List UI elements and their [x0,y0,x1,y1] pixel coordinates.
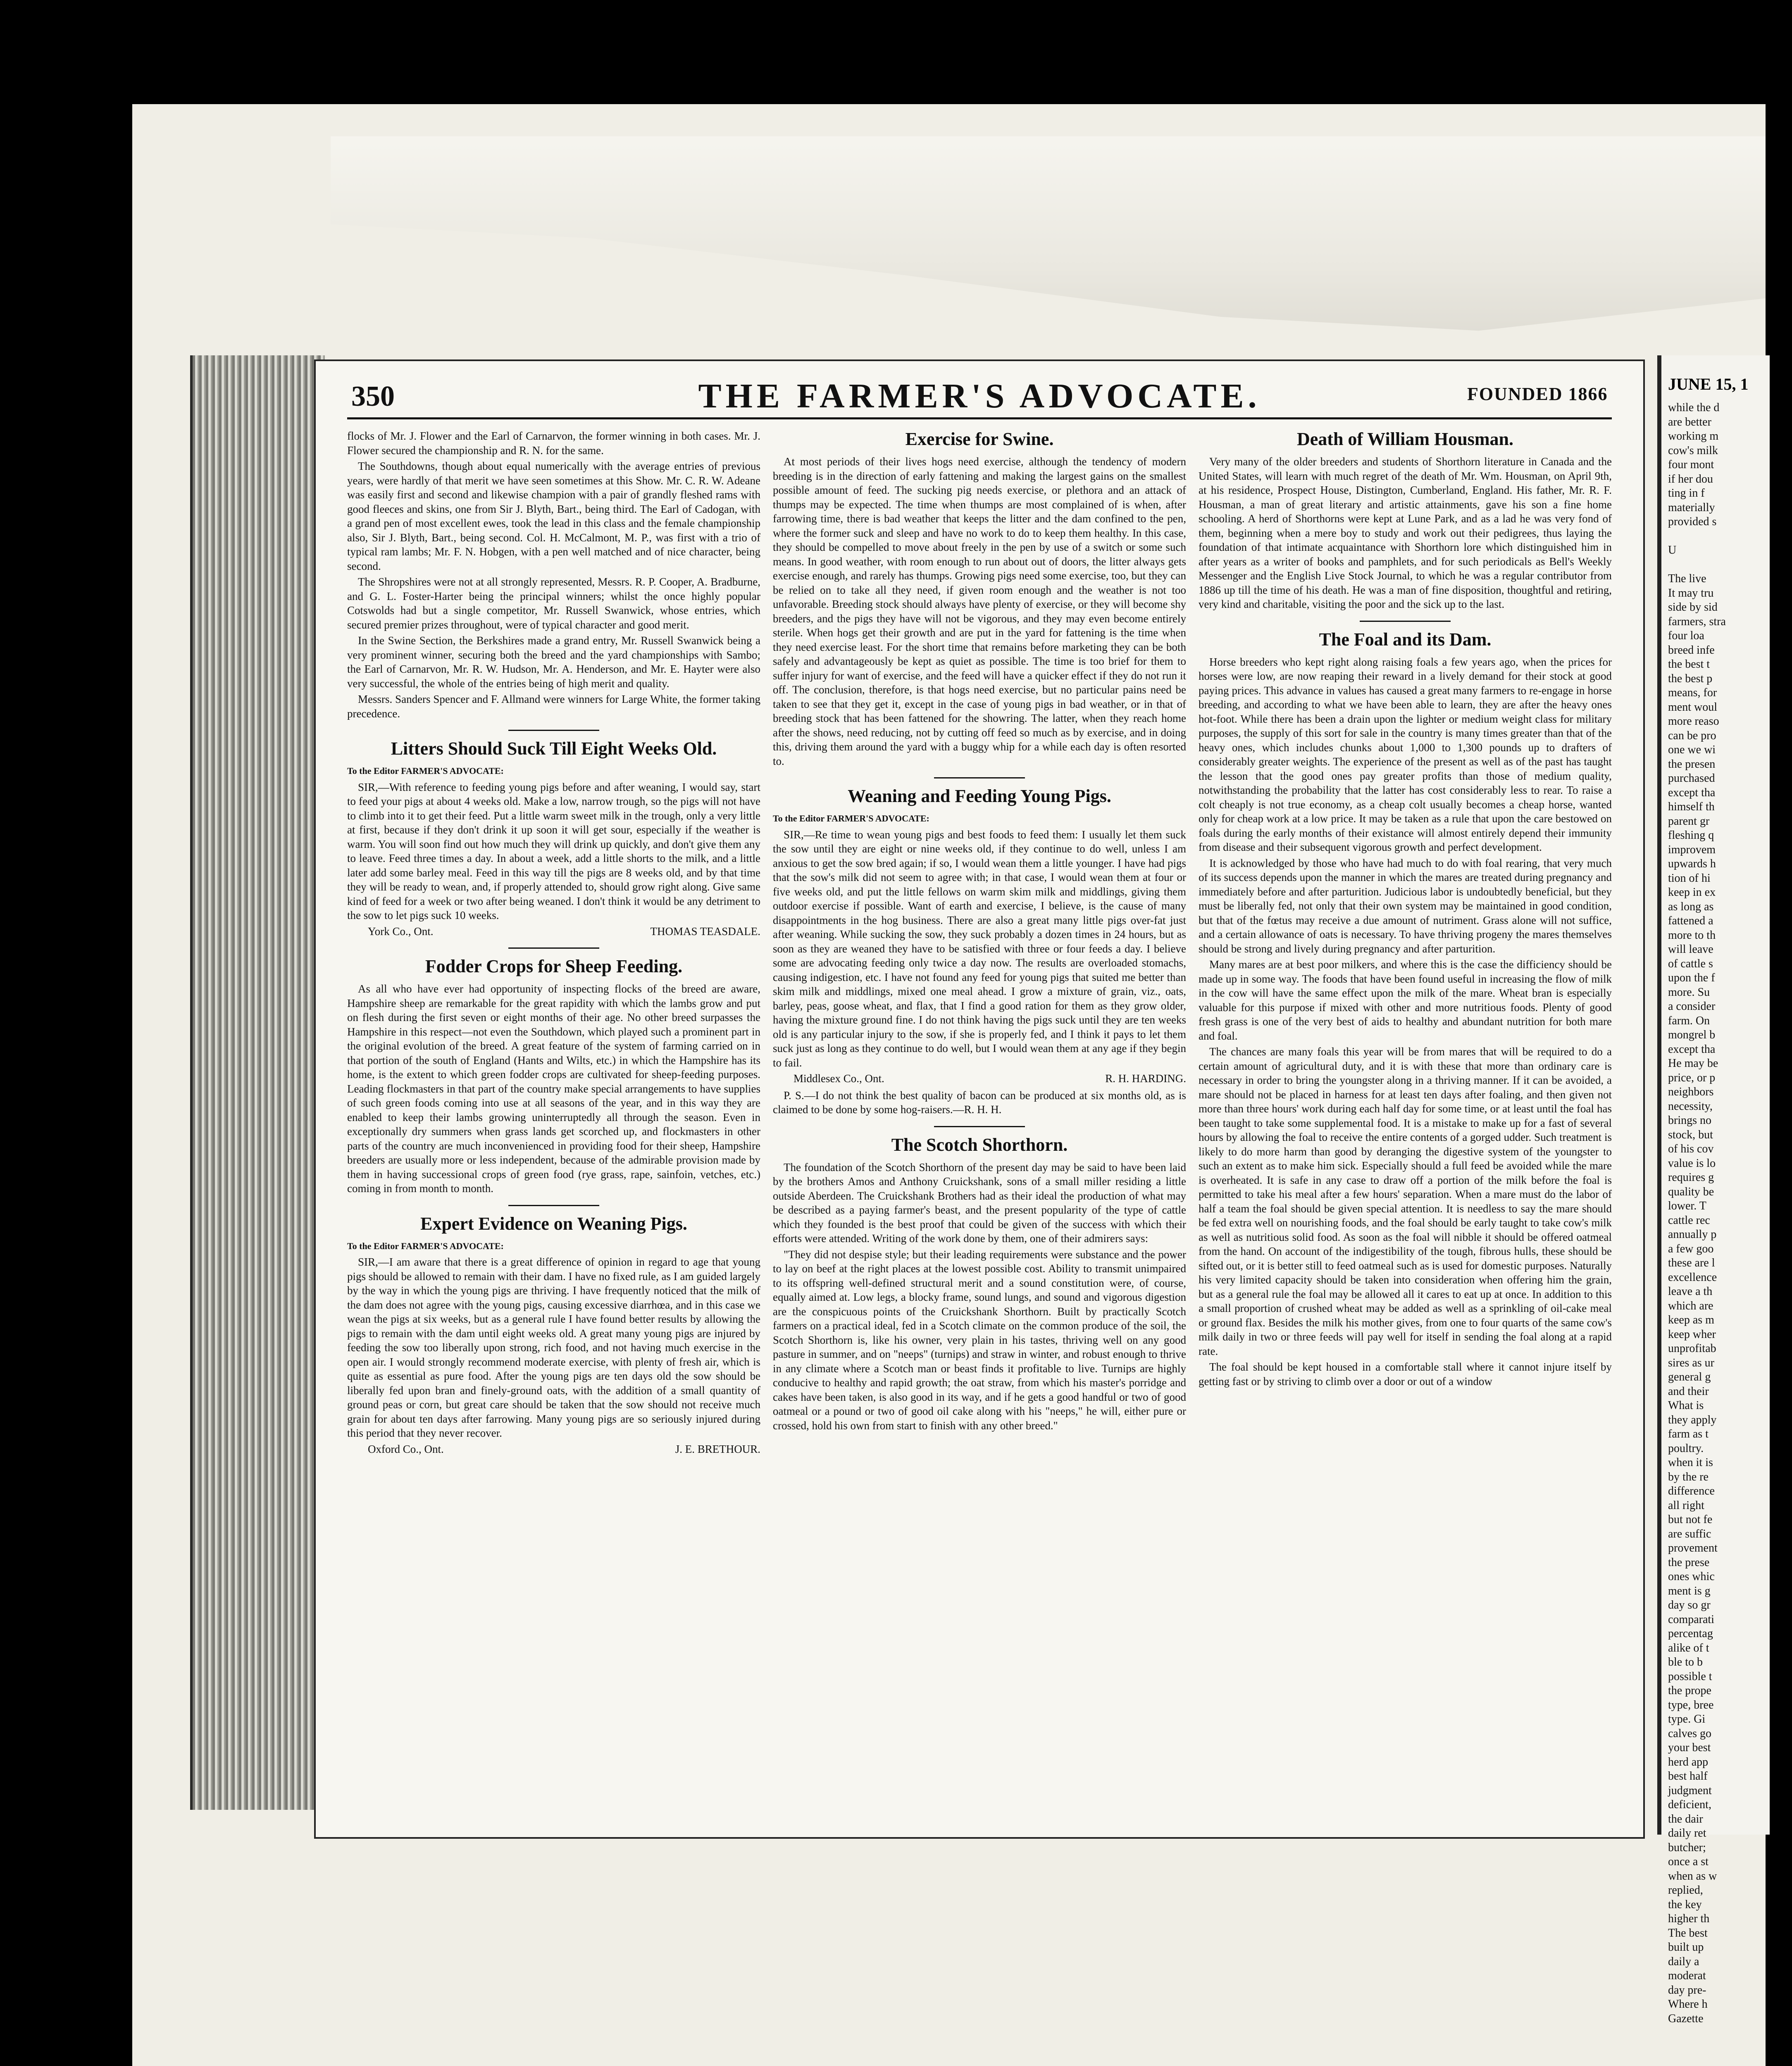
facing-page-header: JUNE 15, 1 [1668,375,1749,393]
signature-name: THOMAS TEASDALE. [650,925,760,938]
facing-page-line: judgment [1668,1784,1712,1797]
facing-page-line: ting in f [1668,487,1705,500]
facing-page-line: deficient, [1668,1798,1711,1811]
facing-page-line: keep in ex [1668,886,1716,899]
facing-page-line: fattened a [1668,914,1713,927]
signature [347,924,760,939]
facing-page-line: and their [1668,1385,1709,1398]
facing-page-line: herd app [1668,1755,1709,1768]
facing-page-line: four mont [1668,458,1714,471]
facing-page-line: upwards h [1668,857,1716,870]
facing-page-line: by the re [1668,1470,1709,1483]
paragraph: The chances are many foals this year will be from mares that will be required to do a certain amount of agricultural duty, and it is with these that more than ordinary care is necessary in order to bring the youngster along in a thriving manner. If it can be avoided, a mare should not be placed in harness for at least ten days after foaling, and then given not more than three hours' work during each half day for some time, or at least until the foal has been taught to take some supplemental food. It is a mistake to make up for a fast of several hours by allowing the foal to receive the entire contents of a gorged udder. Such treatment is likely to do more harm than good by deranging the digestive system of the youngster to such an extent as to make him sick. Especially should a full feed be avoided while the mare is overheated. It is safe in any case to draw off a portion of the milk before the foal is permitted to take his meal after a few hours' separation. When a mare must do the labor of half a team the foal should be given special attention. It is needless to say the mare should be fed extra well on nourishing foods, and the foal should be early taught to take cow's milk as well as nutritious solid food. As soon as the foal will nibble it should be offered oatmeal from the hand. On account of the indigestibility of the tough, fibrous hulls, these should be sifted out, or it is better still to feed oatmeal such as is used for domestic purposes. Naturally his very limited capacity should be taken into consideration when offering him the grain, but as a general rule the foal may be allowed all it cares to eat up at once. In addition to this a small proportion of crushed wheat may be added as well as a sprinkling of oil-cake meal or ground flax. Besides the milk his mother gives, from one to four quarts of the same cow's milk daily in two or three feeds will pay well for itself in sending the foal along at a rapid rate. [1199,1045,1612,1357]
facing-page-line: materially [1668,501,1715,514]
facing-page-line [1668,558,1792,572]
facing-page-line: replied, [1668,1884,1703,1897]
facing-page-line: the presen [1668,757,1716,771]
facing-page-line: percentag [1668,1627,1713,1640]
facing-page-line: calves go [1668,1727,1711,1740]
facing-page-line: tion of hi [1668,871,1711,885]
divider [508,947,599,949]
facing-page-line: the prese [1668,1556,1710,1569]
page-number: 350 [351,381,395,412]
facing-page-line: while the d [1668,401,1720,414]
divider [508,1205,599,1206]
signature-place: Oxford Co., Ont. [368,1442,444,1455]
facing-page-line: if her dou [1668,472,1713,486]
signature-name: R. H. HARDING. [1105,1072,1186,1085]
facing-page-line: are better [1668,415,1711,428]
masthead-rule [347,417,1612,419]
facing-page-line: mongrel b [1668,1028,1716,1041]
facing-page-line: four loa [1668,629,1704,642]
paragraph: SIR,—Re time to wean young pigs and best foods to feed them: I usually let them suck the sow until they are eight or nine weeks old, if they continue to do well, unless I am anxious to get the sow bred again; if so, I would wean them a little younger. I have had pigs that the sow's milk did not seem to agree with; in that case, I would wean them at four or five weeks old, and put the little fellows on warm skim milk and middlings, giving them outdoor exercise if possible. Want of earth and exercise, I believe, is the cause of many disappointments in the hog business. There are also a great many little pigs over-fat just after weaning. While sucking the sow, they suck probably a dozen times in 24 hours, but as soon as they are weaned they have to be satisfied with three or four feeds a day. I believe some are advocating feeding only twice a day now. The results are overloaded stomachs, causing indigestion, etc. I have not found any feed for young pigs that suited me better than skim milk and middlings, mixed one meal ahead. I grow a mixture of grain, viz., oats, barley, peas, goose wheat, and flax, that I find a good ration for them as they grow older, having the mixture ground fine. I do not think having the pigs suck until they are ten weeks old is any particular injury to the sow, if she is properly fed, and I think it pays to let them suck just as long as they continue to do well, but I would wean them at any age if they begin to fail. [773,828,1186,1069]
facing-page-line: difference [1668,1485,1715,1497]
facing-page-line: working m [1668,430,1719,443]
paragraph: Many mares are at best poor milkers, and where this is the case the difficiency should be made up in some way. The foods that have been found useful in increasing the flow of milk in the cow will have the same effect upon the milk of the mare. Wheat bran is especially valuable for this purpose if mixed with other and more nutritious foods. Plenty of good fresh grass is one of the very best of aids to healthy and abundant nutrition for both mare and foal. [1199,958,1612,1042]
divider [1360,621,1451,622]
facing-page-line: more reaso [1668,715,1719,728]
facing-page-line: of cattle s [1668,957,1713,970]
article-heading: The Scotch Shorthorn. [891,1134,1068,1155]
facing-page-line: of his cov [1668,1142,1714,1155]
paragraph: Very many of the older breeders and students of Shorthorn literature in Canada and the United States, will learn with much regret of the death of Mr. Wm. Housman, on April 9th, at his residence, Prospect House, Distington, Cumberland, England. His father, Mr. R. F. Housman, a man of great literary and artistic attainments, gave his son a fine home schooling. A herd of Shorthorns were kept at Lune Park, and as a lad he was very fond of them, beginning when a mere boy to study and work out their pedigrees, thus laying the foundation of that intimate acquaintance with Shorthorn lore which distinguished him in after years as a writer of books and pamphlets, and for such periodicals as Bell's Weekly Messenger and the English Live Stock Journal, to which he was a regular contributor from 1886 up till the time of his death. He was a man of fine disposition, thoughtful and retiring, very kind and charitable, visiting the poor and the sick up to the last. [1199,455,1612,610]
column-1 [347,429,760,1826]
facing-page-text [1668,401,1792,2026]
facing-page-strip [1657,355,1770,2025]
facing-page-line: the best p [1668,672,1713,685]
facing-page-line: daily ret [1668,1827,1706,1840]
facing-page-line: your best [1668,1741,1711,1754]
facing-page-line: means, for [1668,686,1717,699]
paragraph: flocks of Mr. J. Flower and the Earl of Carnarvon, the former winning in both cases. Mr. J. Flower secured the championship and R. N. for the same. [347,430,760,457]
facing-page-line: breed infe [1668,643,1715,657]
facing-page-line: day so gr [1668,1599,1711,1611]
facing-page-line: He may be [1668,1057,1718,1070]
facing-page-line: butcher; [1668,1841,1706,1854]
facing-page-line: farmers, stra [1668,615,1726,628]
facing-page-line: Gazette [1668,2012,1704,2025]
facing-page-line: sires as ur [1668,1356,1714,1369]
founded-date: FOUNDED 1866 [1467,384,1608,404]
to-editor-line: To the Editor FARMER'S ADVOCATE: [347,766,504,776]
signature-name: J. E. BRETHOUR. [675,1442,760,1455]
facing-page-line: they apply [1668,1413,1717,1426]
facing-page-line: higher th [1668,1912,1710,1925]
column-2 [773,429,1186,1826]
facing-page-line: type, bree [1668,1698,1714,1711]
facing-page-line: fleshing q [1668,829,1714,842]
facing-page-line: ones whic [1668,1570,1715,1583]
facing-page-line: The live [1668,572,1706,585]
facing-page-line: keep as m [1668,1314,1714,1326]
paragraph: It is acknowledged by those who have had much to do with foal rearing, that very much of its success depends upon the manner in which the mares are treated during pregnancy and immediately before and after parturition. Judicious labor is undoubtedly beneficial, but they must be liberally fed, not only that their own system may be maintained in good condition, but that of the fœtus may receive a due amount of nutriment. Grass alone will not suffice, and a certain allowance of oats is necessary. To have thriving progeny the mares themselves should be strong and lively during pregnancy and after parturition. [1199,857,1612,955]
facing-page-line: purchased [1668,772,1715,785]
paragraph: SIR,—With reference to feeding young pigs before and after weaning, I would say, start to feed your pigs at about 4 weeks old. Make a low, narrow trough, so the pigs will not have to climb into it to get their feed. Put a little warm sweet milk in the trough, only a very little at first, because if they don't drink it up soon it will get sour, especially if the weather is warm. You will soon find out how much they will drink up quickly, and don't give them any to leave. Feed three times a day. In about a week, add a little shorts to the milk, and a little later add some barley meal. Feed in this way till the pigs are 8 weeks old, and by that time they will be ready to wean, and, if properly attended to, should grow right along. Give same kind of feed for a week or two after being weaned. I don't think it would be any detriment to the sow to let pigs suck 10 weeks. [347,781,760,921]
facing-page-line: when it is [1668,1456,1713,1469]
facing-page-line: quality be [1668,1185,1714,1198]
facing-page-line: type. Gi [1668,1713,1706,1726]
facing-page-line: once a st [1668,1855,1709,1868]
book-page-edges [190,355,325,1810]
to-editor-line: To the Editor FARMER'S ADVOCATE: [347,1240,504,1251]
divider [508,730,599,731]
facing-page-line: can be pro [1668,729,1716,742]
facing-page-line: the dair [1668,1812,1703,1826]
facing-page-line: day pre- [1668,1983,1706,1997]
paragraph: In the Swine Section, the Berkshires made a grand entry, Mr. Russell Swanwick being a very prominent winner, securing both the breed and the yard championships with Sambo; the Earl of Carnarvon, Mr. R. W. Hudson, Mr. A. Henderson, and Mr. E. Hayter were also very successful, the whole of the entries being of high merit and quality. [347,634,760,690]
article-heading: Weaning and Feeding Young Pigs. [848,786,1111,806]
facing-page-line: more to th [1668,928,1716,942]
facing-page-line: cattle rec [1668,1214,1710,1227]
article-heading: The Foal and its Dam. [1319,629,1492,650]
facing-page-line: unprofitab [1668,1342,1716,1355]
facing-page-line: provement [1668,1542,1718,1554]
facing-page-line: ment woul [1668,700,1717,714]
divider [934,1126,1025,1127]
facing-page-line: price, or p [1668,1071,1716,1084]
facing-page-line: all right [1668,1499,1704,1512]
facing-page-line: farm as t [1668,1428,1709,1440]
facing-page-line: except tha [1668,786,1716,799]
facing-page-line: ment is g [1668,1584,1711,1597]
facing-page-line: keep wher [1668,1328,1716,1341]
facing-page-line: as long as [1668,900,1714,913]
facing-page-line: but not fe [1668,1513,1713,1526]
facing-page-line: necessity, [1668,1100,1713,1113]
facing-page-line: moderat [1668,1969,1706,1982]
facing-page-line: upon the f [1668,971,1715,984]
paragraph: The Shropshires were not at all strongly represented, Messrs. R. P. Cooper, A. Bradburne, and G. L. Foster-Harter being the principal winners; whilst the once highly popular Cotswolds had but a single competitor, Mr. Russell Swanwick, whose entries, which secured premier prizes throughout, were of typical character and good merit. [347,576,760,631]
facing-page-line: comparati [1668,1613,1714,1626]
paragraph: The foundation of the Scotch Shorthorn of the present day may be said to have been laid by the brothers Amos and Anthony Cruickshank, sons of a small miller residing a little outside Aberdeen. The Cruickshank Brothers had as their ideal the production of what may be described as a paying farmer's beast, and the present popularity of the type of cattle which they founded is the best proof that could be given of the success with which their efforts were attended. Writing of the work done by them, one of their admirers says: [773,1161,1186,1245]
facing-page-line: What is [1668,1399,1704,1412]
facing-page-line: It may tru [1668,586,1714,600]
facing-page-line: cow's milk [1668,444,1718,457]
facing-page-line: a few goo [1668,1242,1714,1255]
newspaper-page [314,359,1645,1839]
facing-page-line: The best [1668,1926,1708,1940]
facing-page-line: ble to b [1668,1656,1703,1669]
paragraph: Horse breeders who kept right along raising foals a few years ago, when the prices for horses were low, are now reaping their reward in a lively demand for their stock at good paying prices. This advance in values has caused a great many farmers to re-engage in horse breeding, and according to what we have been able to learn, they are after the heavy ones hot-foot. While there has been a drain upon the lighter or medium weight class for military purposes, the supply of this sort for sale in the country is many times greater than that of the heavy ones, which includes chunks about 1,000 to 1,300 pounds up to drafters of considerably greater weights. The experience of the present as well as of the past has taught the lesson that the good ones pay greater profits than those of medium quality, notwithstanding the probability that the latter has cost considerably less to rear. To raise a colt cheaply is not true economy, as a cheap colt usually becomes a cheap horse, wanted only for cheap work at a low price. It may be taken as a rule that upon the care bestowed on foals during the early months of their existance will almost entirely depend their immunity from disease and their subsequent vigorous growth and perfect development. [1199,655,1612,853]
facing-page-line: himself th [1668,800,1715,813]
facing-page-line: provided s [1668,515,1717,528]
facing-page-line: brings no [1668,1114,1711,1127]
paragraph: Messrs. Sanders Spencer and F. Allmand were winners for Large White, the former taking precedence. [347,693,760,720]
facing-page-line: neighbors [1668,1085,1714,1098]
facing-page-line: the key [1668,1898,1702,1911]
facing-page-line: when as w [1668,1869,1717,1883]
signature [347,1442,760,1457]
facing-page-line: parent gr [1668,814,1710,828]
column-3 [1199,429,1612,1826]
facing-page-line: best half [1668,1770,1708,1783]
facing-page-line: poultry. [1668,1442,1704,1455]
facing-page-line: except tha [1668,1043,1716,1056]
article-heading: Litters Should Suck Till Eight Weeks Old. [391,738,717,759]
to-editor-line: To the Editor FARMER'S ADVOCATE: [773,813,929,824]
facing-page-line: which are [1668,1299,1713,1312]
facing-page-line: value is lo [1668,1157,1716,1170]
paragraph: "They did not despise style; but their leading requirements were substance and the power to lay on beef at the right places at the lowest possible cost. Ability to transmit unimpaired to its offspring well-defined structural merit and a sound constitution were, of course, equally aimed at. Low legs, a blocky frame, sound lungs, and sound and vigorous digestion are the conspicuous points of the Cruickshank Shorthorn. Built by practically Scotch farmers on a practical ideal, fed in a Scotch climate on the common produce of the soil, the Scotch Shorthorn is, like his owner, very plain in his tastes, thriving well on any good pasture in summer, and on "neeps" (turnips) and straw in winter, and robust enough to thrive in any climate where a Scotch man or beast finds it profitable to live. Turnips are highly conducive to healthy and rapid growth; the oat straw, from which his master's porridge and cakes have been taken, is also good in its way, and if he gets a good handful or two of good oatmeal or a pound or two of good oil cake along with his "neeps," he will, either pure or crossed, hold his own from start to finish with any other breed." [773,1248,1186,1432]
newspaper-title: THE FARMER'S ADVOCATE. [698,377,1261,415]
signature [773,1071,1186,1086]
paragraph: SIR,—I am aware that there is a great difference of opinion in regard to age that young pigs should be allowed to remain with their dam. I have no fixed rule, as I am guided largely by the way in which the young pigs are thriving. I have frequently noticed that the milk of the dam does not agree with the young pigs, causing excessive diarrhœa, and in this case we wean the pigs at six weeks, but as a general rule I have found better results by allowing the pigs to remain with the dam until eight weeks old. A great many young pigs are injured by feeding the sow too liberally upon strong, rich food, and not having much exercise in the open air. I would strongly recommend moderate exercise, with plenty of fresh air, which is quite as essential as pure food. After the young pigs are ten days old the sow should be liberally fed upon bran and finely-ground oats, with the addition of a small quantity of ground peas or corn, but great care should be taken that the sow should not receive much grain for about ten days after farrowing. Many young pigs are so seriously injured during this period that they never recover. [347,1256,760,1439]
facing-page-line: lower. T [1668,1200,1706,1212]
divider [934,777,1025,778]
facing-page-line: leave a th [1668,1285,1713,1298]
facing-page-line: possible t [1668,1670,1712,1683]
paragraph: At most periods of their lives hogs need exercise, although the tendency of modern breeding is in the direction of early fattening and making the largest gains on the smallest possible amount of feed. The sucking pig needs exercise, or plethora and an attack of thumps may be expected. The time when thumps are most complained of is when, after farrowing time, there is bad weather that keeps the litter and the dam confined to the pen, where the former suck and sleep and have no work to do to keep them healthy. In this case, they should be compelled to move about freely in the pen by use of a switch or some such means. In good weather, with room enough to run about out of doors, the litter always gets exercise enough, and rarely has thumps. Growing pigs need some exercise, too, but they can be relied on to take all they need, if given room enough and the weather is not too unfavorable. Breeding stock should always have plenty of exercise, or they will become shy breeders, and the pigs they have will not be vigorous, and they may even become entirely sterile. When hogs get their growth and are put in the yard for fattening is the time when they need exercise least. For the short time that remains before marketing they can be both safely and advantageously be kept as quiet as possible. The time is too brief for them to suffer injury for want of exercise, and the feed will have a quicker effect if they do not run it off. The conclusion, therefore, is that hogs need exercise, but no particular pains need be taken to see that they get it, except in the case of young pigs in bad weather, or in that of breeding stock that has been fattened for the showring. The latter, when they reach home after the shows, need reducing, not by cutting off feed so much as by exercise, and in doing this, driving them around the yard with a buggy whip for a while each day is often resorted to. [773,455,1186,767]
facing-page-line: alike of t [1668,1641,1709,1654]
article-heading: Exercise for Swine. [905,429,1054,449]
facing-page-line [1668,529,1792,544]
facing-page-line: U [1668,544,1677,557]
facing-page-line: annually p [1668,1228,1717,1241]
facing-page-line: will leave [1668,943,1713,956]
paragraph: The Southdowns, though about equal numerically with the average entries of previous years, were hardly of that merit we have seen sometimes at this Show. Mr. C. R. W. Adeane was easily first and second and likewise champion with a pair of grandly fleshed rams with good fleeces and skins, one from Sir J. Blyth, Bart., being third. The Earl of Cadogan, with a grand pen of most excellent ewes, took the lead in this class and the female championship also, Sir J. Blyth, Bart., being second. Col. H. McCalmont, M. P., was first with a trio of typical ram lambs; Mr. F. N. Hobgen, with a pen well matched and of nice character, being second. [347,460,760,572]
facing-page-line: more. Su [1668,985,1710,999]
facing-page-line: side by sid [1668,601,1718,614]
facing-page-line: general g [1668,1371,1711,1383]
facing-page-line: one we wi [1668,743,1716,756]
facing-page-line: the prope [1668,1684,1711,1697]
facing-page-line: excellence [1668,1271,1717,1284]
facing-page-line: requires g [1668,1171,1714,1184]
facing-page-line: the best t [1668,658,1710,671]
facing-page-line: a consider [1668,1000,1716,1013]
facing-page-line: Where h [1668,1998,1708,2011]
paragraph: P. S.—I do not think the best quality of bacon can be produced at six months old, as is claimed to be done by some hog-raisers.—R. H. H. [773,1089,1186,1116]
paragraph: As all who have ever had opportunity of inspecting flocks of the breed are aware, Hampshire sheep are remarkable for the great rapidity with which the lambs grow and put on flesh during the first seven or eight months of their age. No other breed surpasses the Hampshire in this respect—not even the Southdown, which played such a prominent part in the original evolution of the breed. A great feature of the system of farming carried on in that portion of the south of England (Hants and Wilts, etc.) in which the Hampshire has its home, is the extent to which green fodder crops are cultivated for sheep-feeding purposes. Leading flockmasters in that part of the country make special arrangements to have supplies of such green foods coming into use at all seasons of the year, and in this way they are enabled to keep their lambs growing uninterruptedly all through the season. Even in exceptionally dry summers when grass lands get scorched up, and flockmasters in other parts of the country are much inconvenienced in providing food for their sheep, Hampshire breeders are usually more or less independent, because of the admirable provision made by them in having successional crops of green food (rye grass, rape, sainfoin, vetches, etc.) coming in from month to month. [347,983,760,1195]
masthead [314,359,1645,413]
article-heading: Death of William Housman. [1297,429,1513,449]
facing-page-line: stock, but [1668,1128,1713,1141]
paragraph: The foal should be kept housed in a comfortable stall where it cannot injure itself by getting fast or by striving to climb over a door or out of a window [1199,1361,1612,1388]
article-heading: Expert Evidence on Weaning Pigs. [420,1213,687,1234]
signature-place: York Co., Ont. [368,925,434,938]
article-heading: Fodder Crops for Sheep Feeding. [425,956,683,976]
facing-page-line: are suffic [1668,1527,1711,1540]
facing-page-line: built up [1668,1941,1704,1954]
facing-page-line: these are l [1668,1257,1715,1269]
facing-page-line: farm. On [1668,1014,1710,1027]
facing-page-line: daily a [1668,1955,1699,1968]
facing-page-line: improvem [1668,843,1716,856]
signature-place: Middlesex Co., Ont. [794,1072,884,1085]
